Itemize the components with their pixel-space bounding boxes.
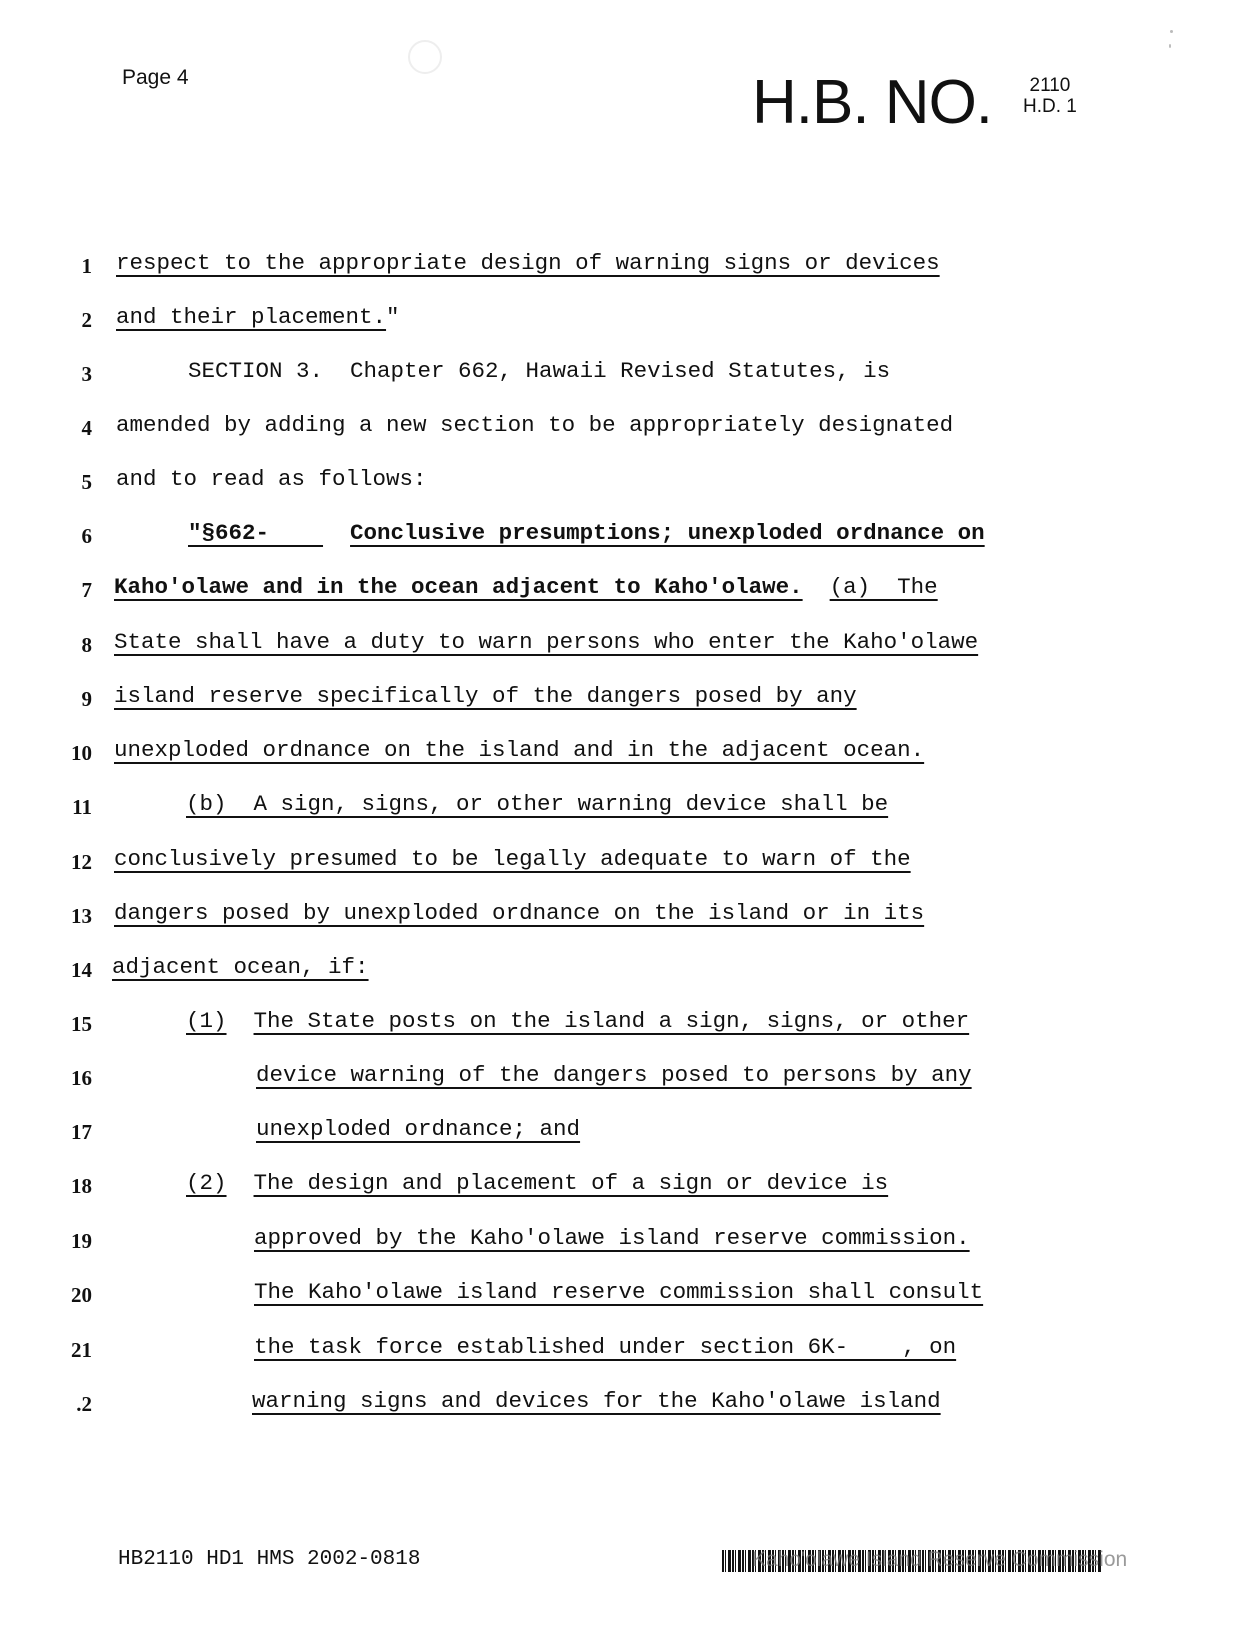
bleed-through-mark — [408, 40, 442, 74]
underlined-text: island reserve specifically of the dangers posed by any — [114, 683, 857, 709]
bill-line — [114, 902, 924, 925]
underlined-text: Kaho'olawe and in the ocean adjacent to Kaho'olawe. — [114, 574, 803, 600]
bill-line — [186, 1172, 888, 1195]
line-number: 9 — [81, 687, 92, 711]
line-number: 10 — [71, 741, 92, 765]
bill-number-block — [1023, 76, 1077, 118]
bill-line — [116, 468, 427, 491]
bill-line — [252, 1390, 941, 1413]
bill-line — [254, 1227, 970, 1250]
line-number: 13 — [71, 904, 92, 928]
underlined-text: Conclusive presumptions; unexploded ordnance on — [350, 520, 985, 546]
document-id: HB2110 HD1 HMS 2002-0818 — [118, 1548, 421, 1571]
bill-line — [116, 306, 400, 329]
text: amended by adding a new section to be appropriately designated — [116, 412, 954, 438]
bill-line — [254, 1281, 983, 1304]
bill-line — [114, 848, 911, 871]
bill-line — [188, 360, 890, 383]
underlined-text: and their placement. — [116, 304, 387, 330]
bill-line — [188, 522, 985, 545]
bill-line — [114, 576, 938, 599]
line-number: 4 — [81, 416, 92, 440]
bill-line — [114, 631, 978, 654]
text: SECTION 3. Chapter 662, Hawaii Revised Statutes, is — [188, 358, 891, 384]
line-number: 14 — [71, 958, 92, 982]
scan-speck — [1170, 30, 1173, 33]
line-number: 16 — [71, 1066, 92, 1090]
underlined-text: The Kaho'olawe island reserve commission shall consult — [254, 1279, 984, 1305]
line-number: 17 — [71, 1120, 92, 1144]
line-number: 7 — [81, 578, 92, 602]
text — [227, 1008, 254, 1034]
underlined-text: unexploded ordnance; and — [256, 1116, 581, 1142]
line-number: 18 — [71, 1174, 92, 1198]
underlined-text: respect to the appropriate design of warning signs or devices — [116, 250, 940, 276]
line-number: 8 — [81, 633, 92, 657]
text — [803, 574, 830, 600]
text — [323, 520, 350, 546]
underlined-text: adjacent ocean, if: — [112, 954, 369, 980]
text: " — [386, 304, 400, 330]
line-number: 19 — [71, 1229, 92, 1253]
scan-speck — [1169, 44, 1171, 48]
line-number: 15 — [71, 1012, 92, 1036]
underlined-text: (2) — [186, 1170, 227, 1196]
underlined-text: device warning of the dangers posed to persons by any — [256, 1062, 972, 1088]
text — [227, 1170, 254, 1196]
line-number: 1 — [81, 254, 92, 278]
bill-title: H.B. NO. — [752, 68, 993, 137]
text: and to read as follows: — [116, 466, 427, 492]
underlined-text: The State posts on the island a sign, signs, or other — [253, 1008, 970, 1034]
line-number: 2 — [81, 308, 92, 332]
line-number: 6 — [81, 524, 92, 548]
underlined-text: the task force established under section 6K- , on — [254, 1334, 957, 1360]
archive-watermark: Kaho'olawe Island Reserve Commission — [752, 1548, 1128, 1571]
underlined-text: dangers posed by unexploded ordnance on the island or in its — [114, 900, 925, 926]
bill-line — [114, 739, 924, 762]
underlined-text: The design and placement of a sign or device is — [253, 1170, 889, 1196]
line-number: .2 — [76, 1392, 92, 1416]
bill-line — [116, 252, 940, 275]
underlined-text: approved by the Kaho'olawe island reserve commission. — [254, 1225, 970, 1251]
underlined-text: "§662- — [188, 520, 324, 546]
bill-line — [186, 793, 888, 816]
bill-line — [186, 1010, 969, 1033]
underlined-text: unexploded ordnance on the island and in the adjacent ocean. — [114, 737, 925, 763]
underlined-text: warning signs and devices for the Kaho'olawe island — [252, 1388, 941, 1414]
underlined-text: conclusively presumed to be legally adequate to warn of the — [114, 846, 911, 872]
bill-line — [116, 414, 953, 437]
line-number: 3 — [81, 362, 92, 386]
bill-line — [254, 1336, 956, 1359]
line-number: 12 — [71, 850, 92, 874]
draft-label: H.D. 1 — [1023, 95, 1077, 117]
page-number-label: Page 4 — [122, 66, 189, 89]
underlined-text: (1) — [186, 1008, 227, 1034]
bill-number: 2110 — [1029, 75, 1071, 96]
bill-line — [256, 1118, 580, 1141]
underlined-text: (a) The — [829, 574, 938, 600]
line-number: 20 — [71, 1283, 92, 1307]
bill-line — [256, 1064, 972, 1087]
bill-line — [112, 956, 369, 979]
underlined-text: State shall have a duty to warn persons who enter the Kaho'olawe — [114, 629, 979, 655]
line-number: 21 — [71, 1338, 92, 1362]
line-number: 5 — [81, 470, 92, 494]
underlined-text: (b) A sign, signs, or other warning device shall be — [186, 791, 889, 817]
bill-line — [114, 685, 857, 708]
line-number: 11 — [72, 795, 92, 819]
